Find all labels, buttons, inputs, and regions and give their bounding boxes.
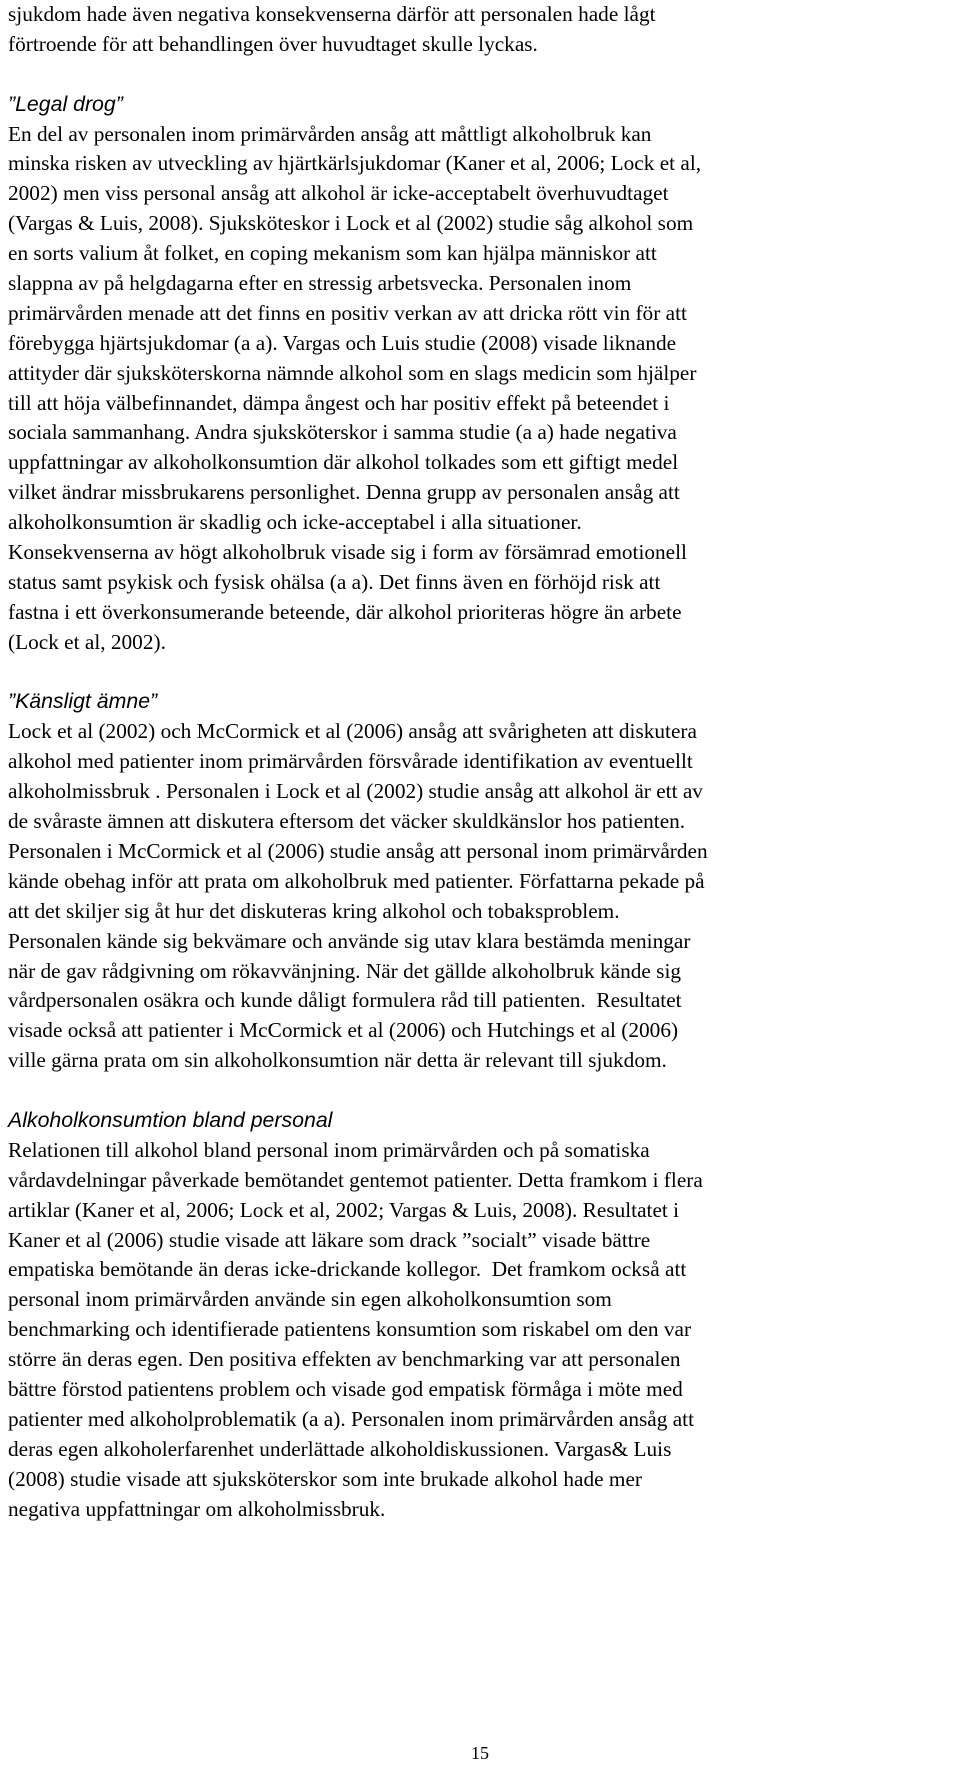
body-text-line: förebygga hjärtsjukdomar (a a). Vargas och Luis studie (2008) visade liknande [8,330,677,355]
body-text-line: en sorts valium åt folket, en coping mekanism som kan hjälpa människor att [8,241,657,266]
body-text-line: alkohol med patienter inom primärvården försvårade identifikation av eventuellt [8,749,693,774]
body-text-line: primärvården menade att det finns en positiv verkan av att dricka rött vin för att [8,300,687,325]
body-text-line: kände obehag inför att prata om alkoholbruk med patienter. Författarna pekade på [8,868,705,893]
body-text-line: vårdpersonalen osäkra och kunde dåligt formulera råd till patienten. Resultatet [8,988,682,1013]
body-text-line: ville gärna prata om sin alkoholkonsumtion när detta är relevant till sjukdom. [8,1048,667,1073]
body-text-line: uppfattningar av alkoholkonsumtion där alkohol tolkades som ett giftigt medel [8,450,679,475]
body-text-line: fastna i ett överkonsumerande beteende, där alkohol prioriteras högre än arbete [8,599,682,624]
body-text-line: Lock et al (2002) och McCormick et al (2006) ansåg att svårigheten att diskutera [8,719,697,744]
body-text-line: alkoholkonsumtion är skadlig och icke-acceptabel i alla situationer. [8,510,582,535]
body-text-line: status samt psykisk och fysisk ohälsa (a a). Det finns även en förhöjd risk att [8,569,661,594]
body-text-line: artiklar (Kaner et al, 2006; Lock et al, 2002; Vargas & Luis, 2008). Resultatet i [8,1197,680,1222]
body-text-line: Relationen till alkohol bland personal inom primärvården och på somatiska [8,1137,650,1162]
body-text-line: (Vargas & Luis, 2008). Sjuksköteskor i Lock et al (2002) studie såg alkohol som [8,211,694,236]
paragraph-spacer [8,1076,960,1106]
body-text-line: när de gav rådgivning om rökavvänjning. När det gällde alkoholbruk kände sig [8,958,682,983]
body-text-line: slappna av på helgdagarna efter en stressig arbetsvecka. Personalen inom [8,271,632,296]
body-text-line: till att höja välbefinnandet, dämpa ångest och har positiv effekt på beteendet i [8,390,670,415]
body-text-line: visade också att patienter i McCormick et al (2006) och Hutchings et al (2006) [8,1018,679,1043]
intro-paragraph [8,0,960,60]
body-text-line: deras egen alkoholerfarenhet underlättade alkoholdiskussionen. Vargas& Luis [8,1436,672,1461]
section-heading: ”Legal drog” [8,91,123,116]
body-text-line: minska risken av utveckling av hjärtkärlsjukdomar (Kaner et al, 2006; Lock et al, [8,151,702,176]
page-number: 15 [471,1743,489,1763]
section-legal-drog [8,90,960,658]
body-text-line: (Lock et al, 2002). [8,629,166,654]
body-text-line: Personalen kände sig bekvämare och använde sig utav klara bestämda meningar [8,928,691,953]
body-text-line: Konsekvenserna av högt alkoholbruk visade sig i form av försämrad emotionell [8,540,687,565]
body-text-line: 2002) men viss personal ansåg att alkohol är icke-acceptabelt överhuvudtaget [8,181,669,206]
body-text-line: empatiska bemötande än deras icke-drickande kollegor. Det framkom också att [8,1257,687,1282]
body-text-line: benchmarking och identifierade patientens konsumtion som riskabel om den var [8,1317,692,1342]
body-text-line: bättre förstod patientens problem och visade god empatisk förmåga i möte med [8,1376,683,1401]
body-text-line: att det skiljer sig åt hur det diskuteras kring alkohol och tobaksproblem. [8,898,620,923]
body-text-line: En del av personalen inom primärvården ansåg att måttligt alkoholbruk kan [8,121,652,146]
section-heading: Alkoholkonsumtion bland personal [8,1107,333,1132]
body-text-line: patienter med alkoholproblematik (a a). Personalen inom primärvården ansåg att [8,1406,694,1431]
body-text-line: (2008) studie visade att sjuksköterskor som inte brukade alkohol hade mer [8,1466,643,1491]
body-text-line: vilket ändrar missbrukarens personlighet. Denna grupp av personalen ansåg att [8,480,680,505]
document-page [8,0,960,1524]
section-alkoholkonsumtion-bland-personal [8,1106,960,1524]
paragraph-spacer [8,60,960,90]
body-text-line: negativa uppfattningar om alkoholmissbruk. [8,1496,386,1521]
body-text-line: attityder där sjuksköterskorna nämnde alkohol som en slags medicin som hjälper [8,360,697,385]
body-text-line: Kaner et al (2006) studie visade att läkare som drack ”socialt” visade bättre [8,1227,651,1252]
body-text-line: personal inom primärvården använde sin egen alkoholkonsumtion som [8,1287,612,1312]
body-text-line: sociala sammanhang. Andra sjuksköterskor i samma studie (a a) hade negativa [8,420,677,445]
paragraph-spacer [8,658,960,688]
body-text-line: alkoholmissbruk . Personalen i Lock et al (2002) studie ansåg att alkohol är ett av [8,779,703,804]
body-text-line: vårdavdelningar påverkade bemötandet gentemot patienter. Detta framkom i flera [8,1167,703,1192]
body-text-line: större än deras egen. Den positiva effekten av benchmarking var att personalen [8,1347,681,1372]
body-text-line: sjukdom hade även negativa konsekvenserna därför att personalen hade lågt [8,2,656,26]
section-heading: ”Känsligt ämne” [8,689,158,714]
body-text-line: förtroende för att behandlingen över huvudtaget skulle lyckas. [8,31,538,56]
body-text-line: de svåraste ämnen att diskutera eftersom det väcker skuldkänslor hos patienten. [8,809,686,834]
section-kansligt-amne [8,687,960,1076]
body-text-line: Personalen i McCormick et al (2006) studie ansåg att personal inom primärvården [8,838,708,863]
